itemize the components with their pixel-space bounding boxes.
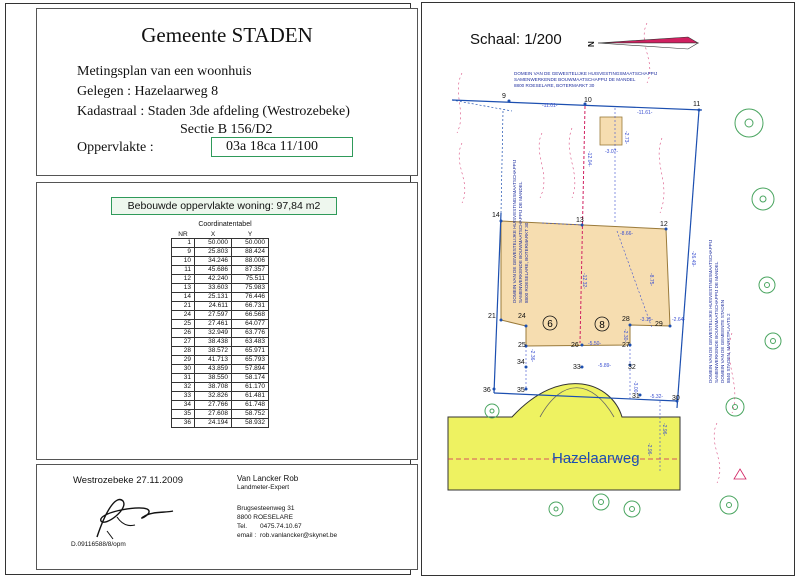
y-coordinate-cell: 61.481 xyxy=(232,392,269,401)
y-coordinate-cell: 63.776 xyxy=(232,329,269,338)
point-label: 10 xyxy=(584,97,592,104)
point-number-cell: 36 xyxy=(172,419,195,428)
plan-type: Metingsplan van een woonhuis xyxy=(77,64,252,79)
coordinate-table xyxy=(171,230,269,428)
point-number-cell: 10 xyxy=(172,257,195,266)
dimension-label: -2.36- xyxy=(529,349,535,363)
location-line: Gelegen : Hazelaarweg 8 xyxy=(77,84,219,99)
y-coordinate-cell: 75.983 xyxy=(232,284,269,293)
point-label: 36 xyxy=(483,387,491,394)
owner-text-left: SAMENWERKENDE BOUWMAATSCHAPPIJ DE MANDEL xyxy=(518,181,523,303)
north-arrow xyxy=(598,37,698,49)
point-label: 26 xyxy=(571,342,579,349)
y-coordinate-cell: 58.932 xyxy=(232,419,269,428)
point-label: 35 xyxy=(517,387,525,394)
table-row xyxy=(172,284,269,293)
point-label: 21 xyxy=(488,313,496,320)
point-label: 13 xyxy=(576,217,584,224)
x-coordinate-cell: 34.246 xyxy=(195,257,232,266)
col-header-nr: NR xyxy=(178,230,188,238)
owner-text-top: DOMEIN VAN DE GEWESTELIJKE HUISVESTINGSMAATSCHAPPIJ xyxy=(514,71,658,76)
dimension-label: -2.73- xyxy=(623,131,629,145)
point-label: 31 xyxy=(632,393,640,400)
table-row xyxy=(172,257,269,266)
owner-text-top: 8800 ROESELARE, BOTERMARKT 30 xyxy=(514,83,595,88)
cadastre-line: Kadastraal : Staden 3de afdeling (Westrozebeke) xyxy=(77,104,350,119)
dimension-label: -3.00- xyxy=(632,381,638,395)
x-coordinate-cell: 38.438 xyxy=(195,338,232,347)
table-row xyxy=(172,266,269,275)
footer-panel xyxy=(36,464,418,570)
coordinate-table-title: Coordinatentabel xyxy=(198,221,252,228)
y-coordinate-cell: 57.894 xyxy=(232,365,269,374)
signature-image xyxy=(77,487,187,543)
municipality-title: Gemeente STADEN xyxy=(141,23,313,47)
document-reference: D.09116588/8/opm xyxy=(71,541,126,548)
dashed-boundaries xyxy=(452,100,512,213)
point-number-cell: 11 xyxy=(172,266,195,275)
owner-text-right: DOMEIN VAN DE GEWESTELIJKE HUISVESTINGSMAATSCHAPPIJ xyxy=(708,239,713,383)
tel-value: 0475.74.10.67 xyxy=(260,523,302,530)
dimension-label: -11.61- xyxy=(637,110,653,116)
table-row xyxy=(172,311,269,320)
point-label: 25 xyxy=(518,342,526,349)
table-row xyxy=(172,374,269,383)
table-row xyxy=(172,392,269,401)
point-label: 32 xyxy=(628,364,636,371)
tel-label: Tel. xyxy=(237,523,248,530)
dimension-label: -2.96- xyxy=(646,443,652,457)
point-label: 24 xyxy=(518,313,526,320)
dimension-label: -11.01- xyxy=(542,103,558,109)
point-label: 29 xyxy=(655,321,663,328)
x-coordinate-cell: 25.803 xyxy=(195,248,232,257)
site-plan-map xyxy=(422,3,794,575)
dimension-label: -8.66- xyxy=(620,231,634,237)
table-row xyxy=(172,302,269,311)
header-panel xyxy=(36,8,418,176)
dimension-label: -12.32- xyxy=(581,273,587,289)
point-number-cell: 25 xyxy=(172,320,195,329)
dimension-label: -5.32- xyxy=(650,394,664,400)
y-coordinate-cell: 58.752 xyxy=(232,410,269,419)
point-label: 33 xyxy=(573,364,581,371)
y-coordinate-cell: 87.357 xyxy=(232,266,269,275)
house-number: 8 xyxy=(599,320,605,331)
point-label: 12 xyxy=(660,221,668,228)
area-value: 03a 18ca 11/100 xyxy=(226,139,319,154)
surveyor-name: Van Lancker Rob xyxy=(237,474,299,483)
point-number-cell: 27 xyxy=(172,338,195,347)
surveyor-street: Brugsesteenweg 31 xyxy=(237,505,295,512)
point-number-cell: 35 xyxy=(172,410,195,419)
y-coordinate-cell: 66.568 xyxy=(232,311,269,320)
point-label: 27 xyxy=(622,342,630,349)
point-number-cell: 31 xyxy=(172,374,195,383)
y-coordinate-cell: 65.793 xyxy=(232,356,269,365)
street-name: Hazelaarweg xyxy=(552,450,640,467)
email-value: rob.vanlancker@skynet.be xyxy=(260,532,338,539)
table-row xyxy=(172,329,269,338)
table-row xyxy=(172,338,269,347)
dimension-label: -5.89- xyxy=(598,363,612,369)
x-coordinate-cell: 41.713 xyxy=(195,356,232,365)
table-row xyxy=(172,365,269,374)
owner-text-right: SAMENWERKENDE BOUWMAATSCHAPPIJ DE MANDEL xyxy=(714,261,719,383)
house-number: 6 xyxy=(547,319,553,330)
y-coordinate-cell: 88.006 xyxy=(232,257,269,266)
y-coordinate-cell: 88.424 xyxy=(232,248,269,257)
x-coordinate-cell: 27.608 xyxy=(195,410,232,419)
table-row xyxy=(172,248,269,257)
x-coordinate-cell: 27.597 xyxy=(195,311,232,320)
surveyor-city: 8800 ROESELARE xyxy=(237,514,294,521)
y-coordinate-cell: 64.077 xyxy=(232,320,269,329)
point-number-cell: 9 xyxy=(172,248,195,257)
col-header-x: X xyxy=(210,230,216,238)
x-coordinate-cell: 50.000 xyxy=(195,239,232,248)
table-row xyxy=(172,383,269,392)
point-number-cell: 24 xyxy=(172,311,195,320)
x-coordinate-cell: 24.194 xyxy=(195,419,232,428)
table-row xyxy=(172,320,269,329)
surveyor-title: Landmeter-Expert xyxy=(237,484,290,491)
reference-marker xyxy=(734,469,746,479)
x-coordinate-cell: 32.949 xyxy=(195,329,232,338)
y-coordinate-cell: 75.511 xyxy=(232,275,269,284)
y-coordinate-cell: 76.446 xyxy=(232,293,269,302)
point-number-cell: 30 xyxy=(172,365,195,374)
scale-label: Schaal: 1/200 xyxy=(470,31,562,48)
y-coordinate-cell: 50.000 xyxy=(232,239,269,248)
col-header-y: Y xyxy=(247,230,253,238)
dimension-label: -3.15- xyxy=(640,317,654,323)
x-coordinate-cell: 32.826 xyxy=(195,392,232,401)
table-row xyxy=(172,293,269,302)
y-coordinate-cell: 65.971 xyxy=(232,347,269,356)
dimension-label: -2.64- xyxy=(672,317,686,323)
shed-footprint xyxy=(600,117,622,145)
x-coordinate-cell: 33.603 xyxy=(195,284,232,293)
dimension-label: -2.30- xyxy=(622,329,628,343)
table-row xyxy=(172,410,269,419)
point-number-cell: 1 xyxy=(172,239,195,248)
coordinates-panel xyxy=(36,182,418,460)
left-sheet xyxy=(5,3,411,575)
area-box xyxy=(211,137,353,157)
right-sheet xyxy=(421,2,795,576)
point-label: 9 xyxy=(502,93,506,100)
table-row xyxy=(172,401,269,410)
point-label: 30 xyxy=(672,395,680,402)
point-number-cell: 14 xyxy=(172,293,195,302)
point-number-cell: 21 xyxy=(172,302,195,311)
owner-text-left: 8800 ROESELARE, BOTERMARKT 30 xyxy=(524,222,529,303)
owner-text-left: DOMEIN VAN DE GEWESTELIJKE HUISVESTINGSMAATSCHAPPIJ xyxy=(512,159,517,303)
y-coordinate-cell: 63.483 xyxy=(232,338,269,347)
y-coordinate-cell: 58.174 xyxy=(232,374,269,383)
dimension-label: -8.75- xyxy=(648,273,654,287)
table-row xyxy=(172,356,269,365)
email-label: email : xyxy=(237,532,257,539)
y-coordinate-cell: 61.170 xyxy=(232,383,269,392)
point-label: 28 xyxy=(622,316,630,323)
x-coordinate-cell: 42.240 xyxy=(195,275,232,284)
dimension-label: -12.04- xyxy=(586,151,592,167)
x-coordinate-cell: 27.461 xyxy=(195,320,232,329)
place-date: Westrozebeke 27.11.2009 xyxy=(73,475,184,486)
point-number-cell: 29 xyxy=(172,356,195,365)
x-coordinate-cell: 27.766 xyxy=(195,401,232,410)
table-row xyxy=(172,239,269,248)
point-label: 11 xyxy=(693,101,701,108)
area-label: Oppervlakte : xyxy=(77,140,154,155)
y-coordinate-cell: 66.731 xyxy=(232,302,269,311)
point-label: 34 xyxy=(517,359,525,366)
point-label: 14 xyxy=(492,212,500,219)
x-coordinate-cell: 24.611 xyxy=(195,302,232,311)
x-coordinate-cell: 45.686 xyxy=(195,266,232,275)
built-area-box: Bebouwde oppervlakte woning: 97,84 m2 xyxy=(111,197,337,215)
table-row xyxy=(172,347,269,356)
x-coordinate-cell: 38.708 xyxy=(195,383,232,392)
table-row xyxy=(172,419,269,428)
y-coordinate-cell: 61.748 xyxy=(232,401,269,410)
dimension-label: -2.96- xyxy=(661,423,667,437)
point-number-cell: 32 xyxy=(172,383,195,392)
owner-text-right: 8840 STADEN, MARKTPLAATS 2 xyxy=(726,313,731,383)
dimension-label: -5.50- xyxy=(588,341,602,347)
dimension-label: -26.49- xyxy=(690,251,696,267)
point-number-cell: 28 xyxy=(172,347,195,356)
x-coordinate-cell: 43.859 xyxy=(195,365,232,374)
x-coordinate-cell: 38.572 xyxy=(195,347,232,356)
x-coordinate-cell: 38.550 xyxy=(195,374,232,383)
owner-text-top: SAMENWERKENDE BOUWMAATSCHAPPIJ DE MANDEL xyxy=(514,77,636,82)
point-number-cell: 33 xyxy=(172,392,195,401)
dimension-label: -3.07- xyxy=(605,149,619,155)
section-line: Sectie B 156/D2 xyxy=(180,122,273,137)
point-number-cell: 13 xyxy=(172,284,195,293)
north-label: N xyxy=(587,41,596,47)
point-number-cell: 34 xyxy=(172,401,195,410)
coordinate-table-body xyxy=(172,239,269,428)
point-number-cell: 26 xyxy=(172,329,195,338)
owner-text-right: DOMEIN VAN DE GEMEENTE STADEN xyxy=(720,299,725,383)
point-number-cell: 12 xyxy=(172,275,195,284)
x-coordinate-cell: 25.131 xyxy=(195,293,232,302)
table-row xyxy=(172,275,269,284)
